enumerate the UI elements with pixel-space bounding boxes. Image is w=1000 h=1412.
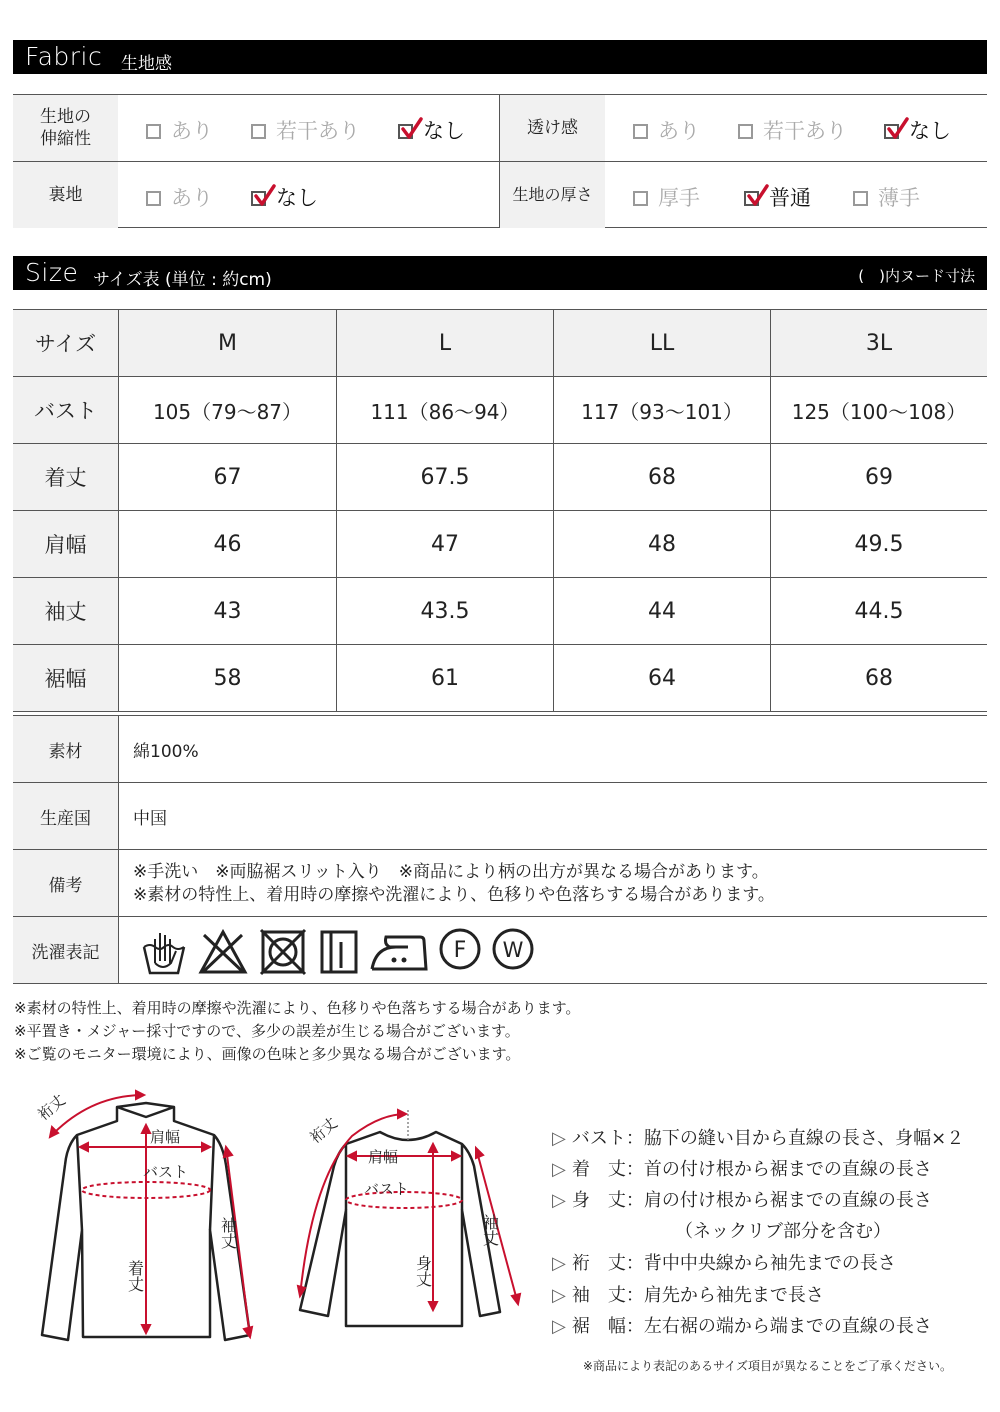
table-cell: 61 — [431, 665, 459, 691]
table-cell: 47 — [431, 531, 459, 557]
nude-size-note: ( )内ヌード寸法 — [858, 267, 975, 285]
thickness-label: 生地の厚さ — [500, 162, 605, 228]
care-label: 洗濯表記 — [13, 917, 118, 983]
definition-suso: ▷ 裾 幅：左右裾の端から端までの直線の長さ — [552, 1316, 932, 1337]
tee-diagram — [290, 1100, 540, 1340]
jacket-diagram — [20, 1085, 270, 1355]
table-row — [13, 578, 987, 645]
row-label-susohaba: 裾幅 — [13, 645, 118, 711]
svg-text:バスト: バスト — [143, 1163, 189, 1181]
check-icon — [747, 184, 769, 208]
row-label-katahaba: 肩幅 — [13, 511, 118, 577]
row-label-bust: バスト — [13, 377, 118, 443]
table-cell: 105（79〜87） — [152, 399, 303, 424]
svg-text:肩幅: 肩幅 — [150, 1128, 181, 1146]
size-title-jp: サイズ表 (単位 : 約cm) — [93, 270, 272, 290]
stretch-option-nashi[interactable]: なし — [398, 115, 465, 145]
table-cell: 58 — [213, 665, 242, 691]
size-title-en: Size — [25, 258, 79, 287]
material-value: 綿100% — [133, 741, 199, 762]
sheer-option-ari[interactable]: あり — [633, 115, 700, 145]
iron-low-icon — [368, 933, 430, 973]
svg-text:袖丈: 袖丈 — [480, 1214, 500, 1246]
table-cell: 67 — [213, 464, 242, 490]
table-cell: 125（100〜108） — [791, 399, 967, 424]
size-col-m: M — [119, 310, 336, 376]
table-cell: 68 — [865, 665, 893, 691]
no-tumble-dry-icon — [259, 928, 307, 976]
thickness-option-normal[interactable]: 普通 — [744, 182, 811, 212]
note-line: ※ご覧のモニター環境により、画像の色味と多少異なる場合がございます。 — [14, 1045, 521, 1063]
check-icon — [887, 117, 909, 141]
definition-mitake-note: （ネックリブ部分を含む） — [675, 1221, 891, 1242]
remarks-label: 備考 — [13, 850, 118, 916]
row-label-kitake: 着丈 — [13, 444, 118, 510]
svg-text:W: W — [502, 938, 524, 962]
sheer-option-jakkan[interactable]: 若干あり — [738, 115, 847, 145]
hand-wash-icon — [141, 925, 187, 977]
table-cell: 43.5 — [420, 598, 470, 624]
svg-text:袖丈: 袖丈 — [218, 1217, 238, 1249]
check-icon — [254, 184, 276, 208]
lining-option-nashi[interactable]: なし — [251, 182, 318, 212]
definition-sode: ▷ 袖 丈：肩先から袖先まで長さ — [552, 1285, 824, 1306]
check-icon — [401, 117, 423, 141]
footnote: ※商品により表記のあるサイズ項目が異なることをご了承ください。 — [582, 1359, 952, 1373]
fabric-title-jp: 生地感 — [121, 54, 172, 74]
row-label-sodetake: 袖丈 — [13, 578, 118, 644]
definition-yuki: ▷ 裄 丈：背中中央線から袖先までの長さ — [552, 1253, 896, 1274]
table-cell: 43 — [213, 598, 242, 624]
thickness-option-thick[interactable]: 厚手 — [633, 182, 700, 212]
remarks-value: ※手洗い ※両脇裾スリット入り ※商品により柄の出方が異なる場合があります。 ※素材の特性上、着用時の摩擦や洗濯により、色移りや色落ちする場合があります。 — [133, 862, 775, 905]
definition-mitake: ▷ 身 丈：肩の付け根から裾までの直線の長さ — [552, 1190, 932, 1211]
svg-text:肩幅: 肩幅 — [368, 1148, 399, 1166]
sheer-label: 透け感 — [500, 95, 605, 161]
definition-kitake: ▷ 着 丈：首の付け根から裾までの直線の長さ — [552, 1159, 932, 1180]
size-col-ll: LL — [554, 310, 770, 376]
svg-text:身丈: 身丈 — [413, 1255, 433, 1287]
size-col-3l: 3L — [771, 310, 987, 376]
svg-text:着丈: 着丈 — [125, 1260, 145, 1292]
wet-clean-w-icon — [491, 927, 535, 971]
stretch-option-jakkan[interactable]: 若干あり — [251, 115, 360, 145]
line-dry-icon — [319, 928, 359, 976]
size-header-label: サイズ — [13, 310, 118, 376]
svg-text:F: F — [453, 938, 467, 963]
table-cell: 46 — [213, 531, 242, 557]
material-label: 素材 — [13, 716, 118, 782]
remarks-row — [13, 850, 987, 917]
table-cell: 44.5 — [854, 598, 904, 624]
table-row — [13, 645, 987, 712]
table-row — [13, 511, 987, 578]
sheer-option-nashi[interactable]: なし — [884, 115, 951, 145]
material-row — [13, 716, 987, 783]
lining-label: 裏地 — [13, 162, 118, 228]
table-cell: 64 — [648, 665, 676, 691]
fabric-table — [13, 94, 987, 228]
origin-value: 中国 — [133, 808, 167, 829]
definition-bust: ▷ バスト：脇下の縫い目から直線の長さ、身幅×２ — [552, 1128, 965, 1149]
table-cell: 69 — [865, 464, 893, 490]
stretch-option-ari[interactable]: あり — [146, 115, 213, 145]
size-section-header — [13, 256, 987, 290]
care-row — [13, 917, 987, 984]
thickness-option-thin[interactable]: 薄手 — [853, 182, 920, 212]
table-cell: 111（86〜94） — [370, 399, 520, 424]
fabric-section-header — [13, 40, 987, 74]
origin-label: 生産国 — [13, 783, 118, 849]
origin-row — [13, 783, 987, 850]
fabric-title-en: Fabric — [25, 42, 103, 71]
size-header-row — [13, 310, 987, 377]
stretch-label: 生地の 伸縮性 — [13, 95, 118, 161]
dry-clean-f-icon — [438, 927, 482, 971]
table-row — [13, 377, 987, 444]
table-cell: 44 — [648, 598, 676, 624]
no-bleach-icon — [198, 929, 248, 975]
svg-text:裄丈: 裄丈 — [34, 1090, 69, 1124]
lining-option-ari[interactable]: あり — [146, 182, 213, 212]
note-line: ※平置き・メジャー採寸ですので、多少の誤差が生じる場合がございます。 — [14, 1022, 520, 1040]
table-cell: 67.5 — [420, 464, 470, 490]
table-cell: 48 — [648, 531, 676, 557]
table-row — [13, 444, 987, 511]
notes — [14, 997, 580, 1066]
table-cell: 68 — [648, 464, 676, 490]
table-cell: 117（93〜101） — [581, 399, 743, 424]
size-col-l: L — [337, 310, 553, 376]
svg-text:裄丈: 裄丈 — [306, 1113, 341, 1147]
note-line: ※素材の特性上、着用時の摩擦や洗濯により、色移りや色落ちする場合があります。 — [14, 999, 581, 1017]
svg-text:バスト: バスト — [364, 1180, 410, 1198]
table-cell: 49.5 — [854, 531, 904, 557]
